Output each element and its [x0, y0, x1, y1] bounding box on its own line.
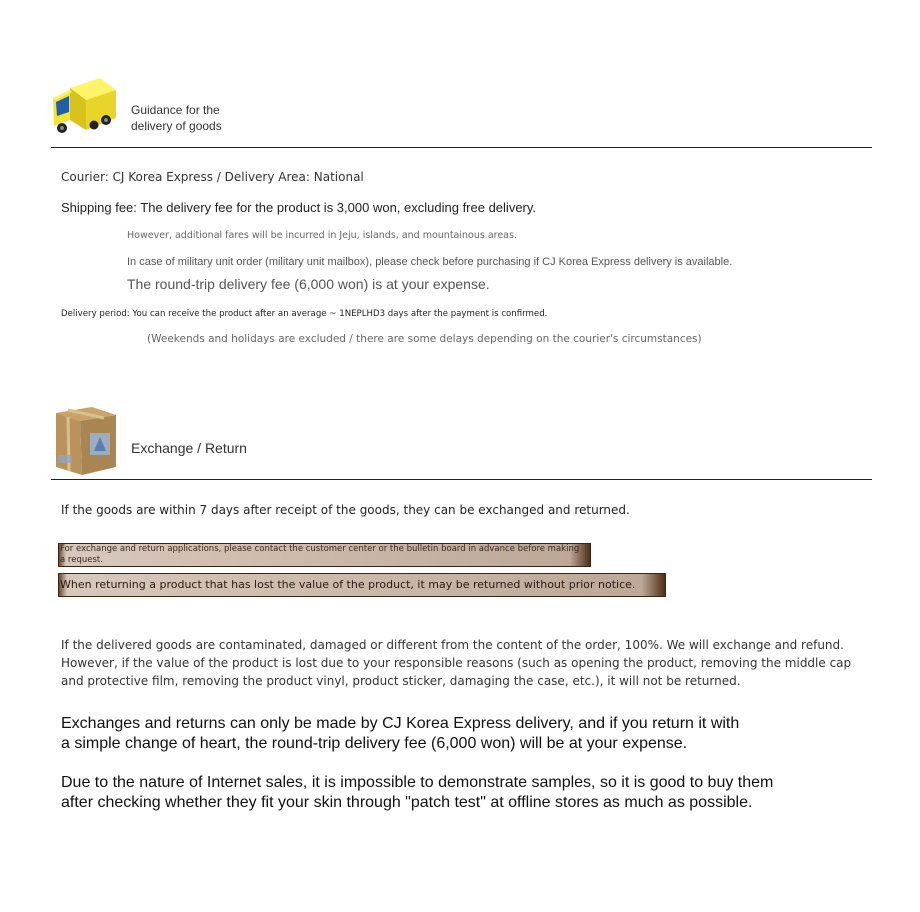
highlight-apply-line1: For exchange and return applications, please contact the customer center or the bulletin board in advance before making — [60, 544, 580, 554]
truck-icon — [50, 76, 118, 142]
cj-only-line-1: Exchanges and returns can only be made by CJ Korea Express delivery, and if you return it with — [61, 715, 740, 732]
internet-sales-line-1: Due to the nature of Internet sales, it is impossible to demonstrate samples, so it is good to buy them — [61, 774, 774, 791]
additional-fares-text: However, additional fares will be incurred in Jeju, islands, and mountainous areas. — [127, 230, 517, 241]
delivery-title-line1: Guidance for the — [131, 103, 220, 117]
box-icon — [52, 405, 120, 477]
cj-only-line-2: a simple change of heart, the round-trip delivery fee (6,000 won) will be at your expense. — [61, 735, 688, 752]
delivery-title — [131, 102, 222, 134]
military-text: In case of military unit order (military unit mailbox), please check before purchasing if CJ Korea Express delivery is available. — [127, 256, 733, 268]
delivery-period-text: Delivery period: You can receive the product after an average ~ 1NEPLHD3 days after the payment is confirmed. — [61, 309, 548, 319]
highlight-lost-value-text: When returning a product that has lost the value of the product, it may be returned without prior notice. — [60, 578, 636, 591]
round-trip-text: The round-trip delivery fee (6,000 won) is at your expense. — [127, 276, 490, 292]
delivery-title-line2: delivery of goods — [131, 119, 222, 133]
highlight-lost-value — [58, 573, 666, 597]
internet-sales-line-2: after checking whether they fit your skin through "patch test" at offline stores as much as possible. — [61, 794, 753, 811]
damaged-line-1: If the delivered goods are contaminated, damaged or different from the content of the order, 100%. We will exchange and refund. — [61, 638, 844, 652]
damaged-line-3: and protective film, removing the product vinyl, product sticker, damaging the case, etc.), it will not be returned. — [61, 674, 741, 688]
exchange-divider — [51, 479, 872, 480]
weekends-text: (Weekends and holidays are excluded / there are some delays depending on the courier's circumstances) — [147, 333, 702, 345]
damaged-line-2: However, if the value of the product is lost due to your responsible reasons (such as opening the product, removing the middle cap — [61, 656, 852, 670]
within-7-days-text: If the goods are within 7 days after receipt of the goods, they can be exchanged and returned. — [61, 503, 630, 517]
highlight-apply-line2: a request. — [60, 555, 103, 565]
highlight-apply-request — [58, 543, 591, 567]
exchange-title: Exchange / Return — [131, 440, 247, 456]
delivery-divider — [51, 147, 872, 148]
shipping-fee-text: Shipping fee: The delivery fee for the product is 3,000 won, excluding free delivery. — [61, 200, 537, 215]
courier-text: Courier: CJ Korea Express / Delivery Area: National — [61, 170, 364, 184]
